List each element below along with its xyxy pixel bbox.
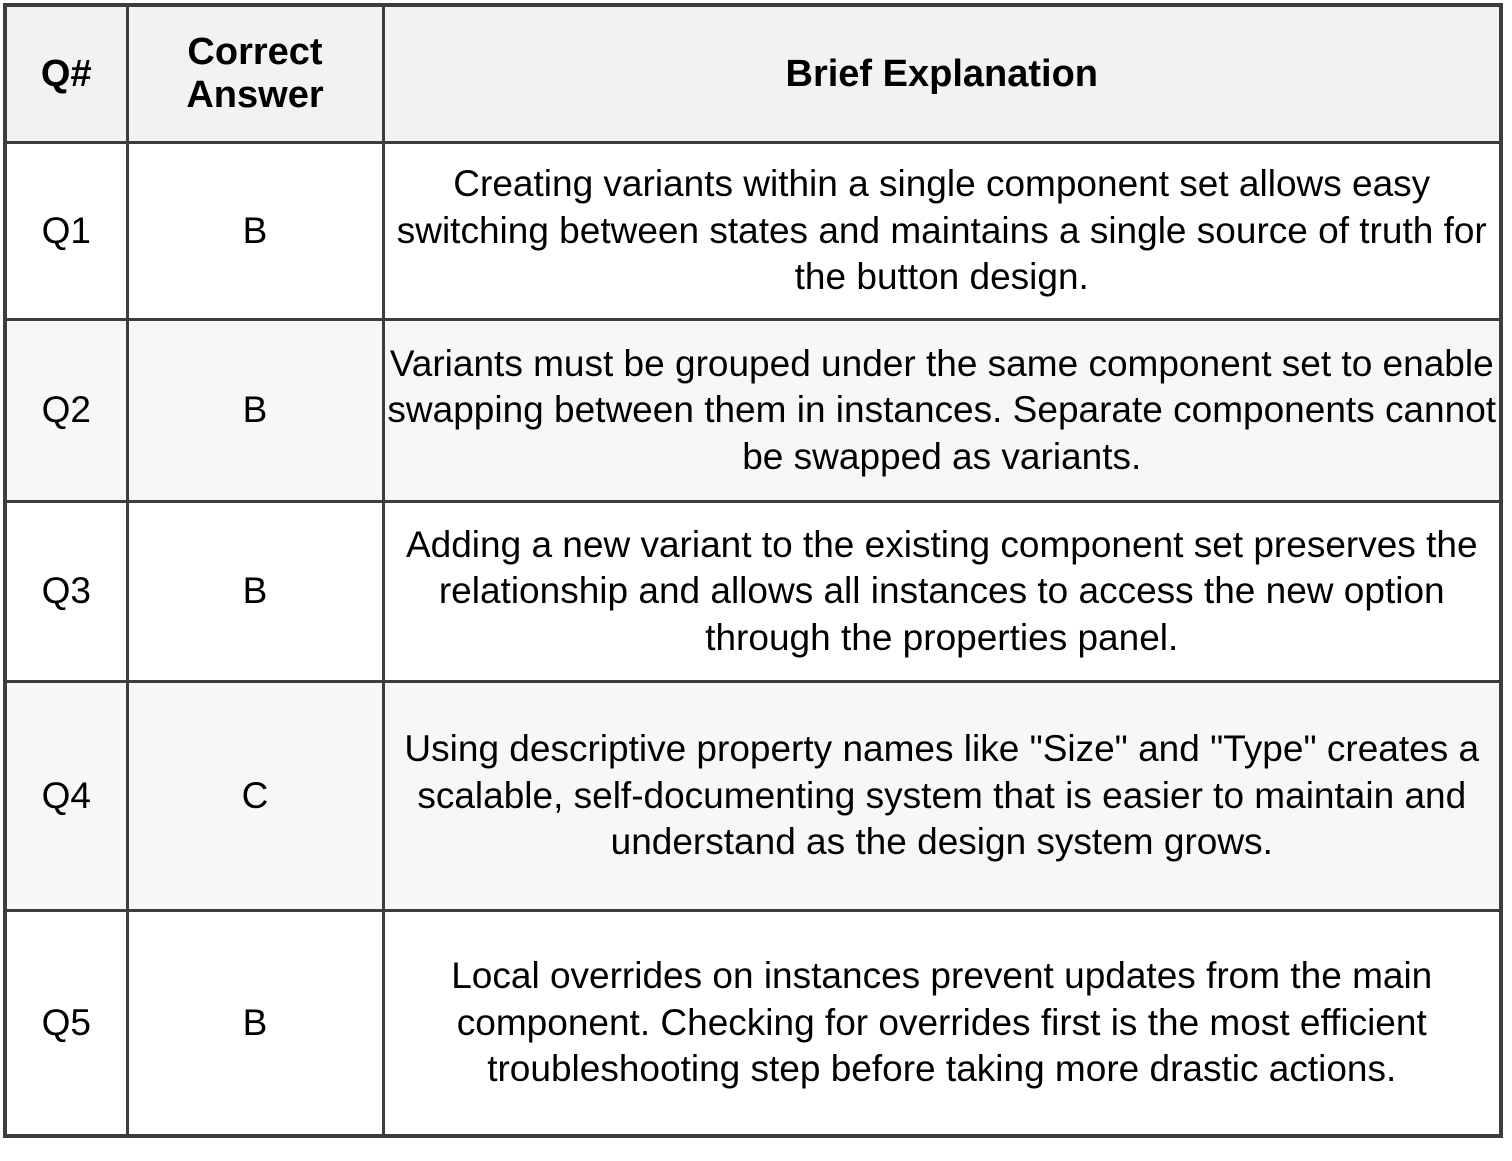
table-row [5,911,1501,1137]
cell-brief-explanation: Local overrides on instances prevent updates from the main component. Checking for overrides first is the most efficient troubleshooting step before taking more drastic actions. [383,911,1501,1137]
table-row [5,502,1501,682]
table-body [5,143,1501,1137]
table-row [5,143,1501,320]
cell-correct-answer: B [127,143,383,320]
cell-brief-explanation: Using descriptive property names like "Size" and "Type" creates a scalable, self-documenting system that is easier to maintain and understand as the design system grows. [383,682,1501,911]
cell-correct-answer: B [127,911,383,1137]
table-row [5,682,1501,911]
column-header-brief-explanation: Brief Explanation [383,5,1501,143]
cell-question-number: Q1 [5,143,127,320]
cell-question-number: Q5 [5,911,127,1137]
answer-key-table [3,3,1503,1138]
cell-question-number: Q2 [5,320,127,502]
cell-brief-explanation: Creating variants within a single component set allows easy switching between states and maintains a single source of truth for the button design. [383,143,1501,320]
cell-correct-answer: C [127,682,383,911]
column-header-question-number: Q# [5,5,127,143]
table-header [5,5,1501,143]
cell-brief-explanation: Adding a new variant to the existing component set preserves the relationship and allows all instances to access the new option through the properties panel. [383,502,1501,682]
column-header-correct-answer-line1: Correct [187,31,323,74]
cell-correct-answer: B [127,320,383,502]
cell-question-number: Q4 [5,682,127,911]
cell-correct-answer: B [127,502,383,682]
cell-question-number: Q3 [5,502,127,682]
column-header-correct-answer-line2: Answer [186,74,324,116]
table-row [5,320,1501,502]
column-header-correct-answer [127,5,383,143]
header-row [5,5,1501,143]
cell-brief-explanation: Variants must be grouped under the same component set to enable swapping between them in instances. Separate components cannot be swapped as variants. [383,320,1501,502]
